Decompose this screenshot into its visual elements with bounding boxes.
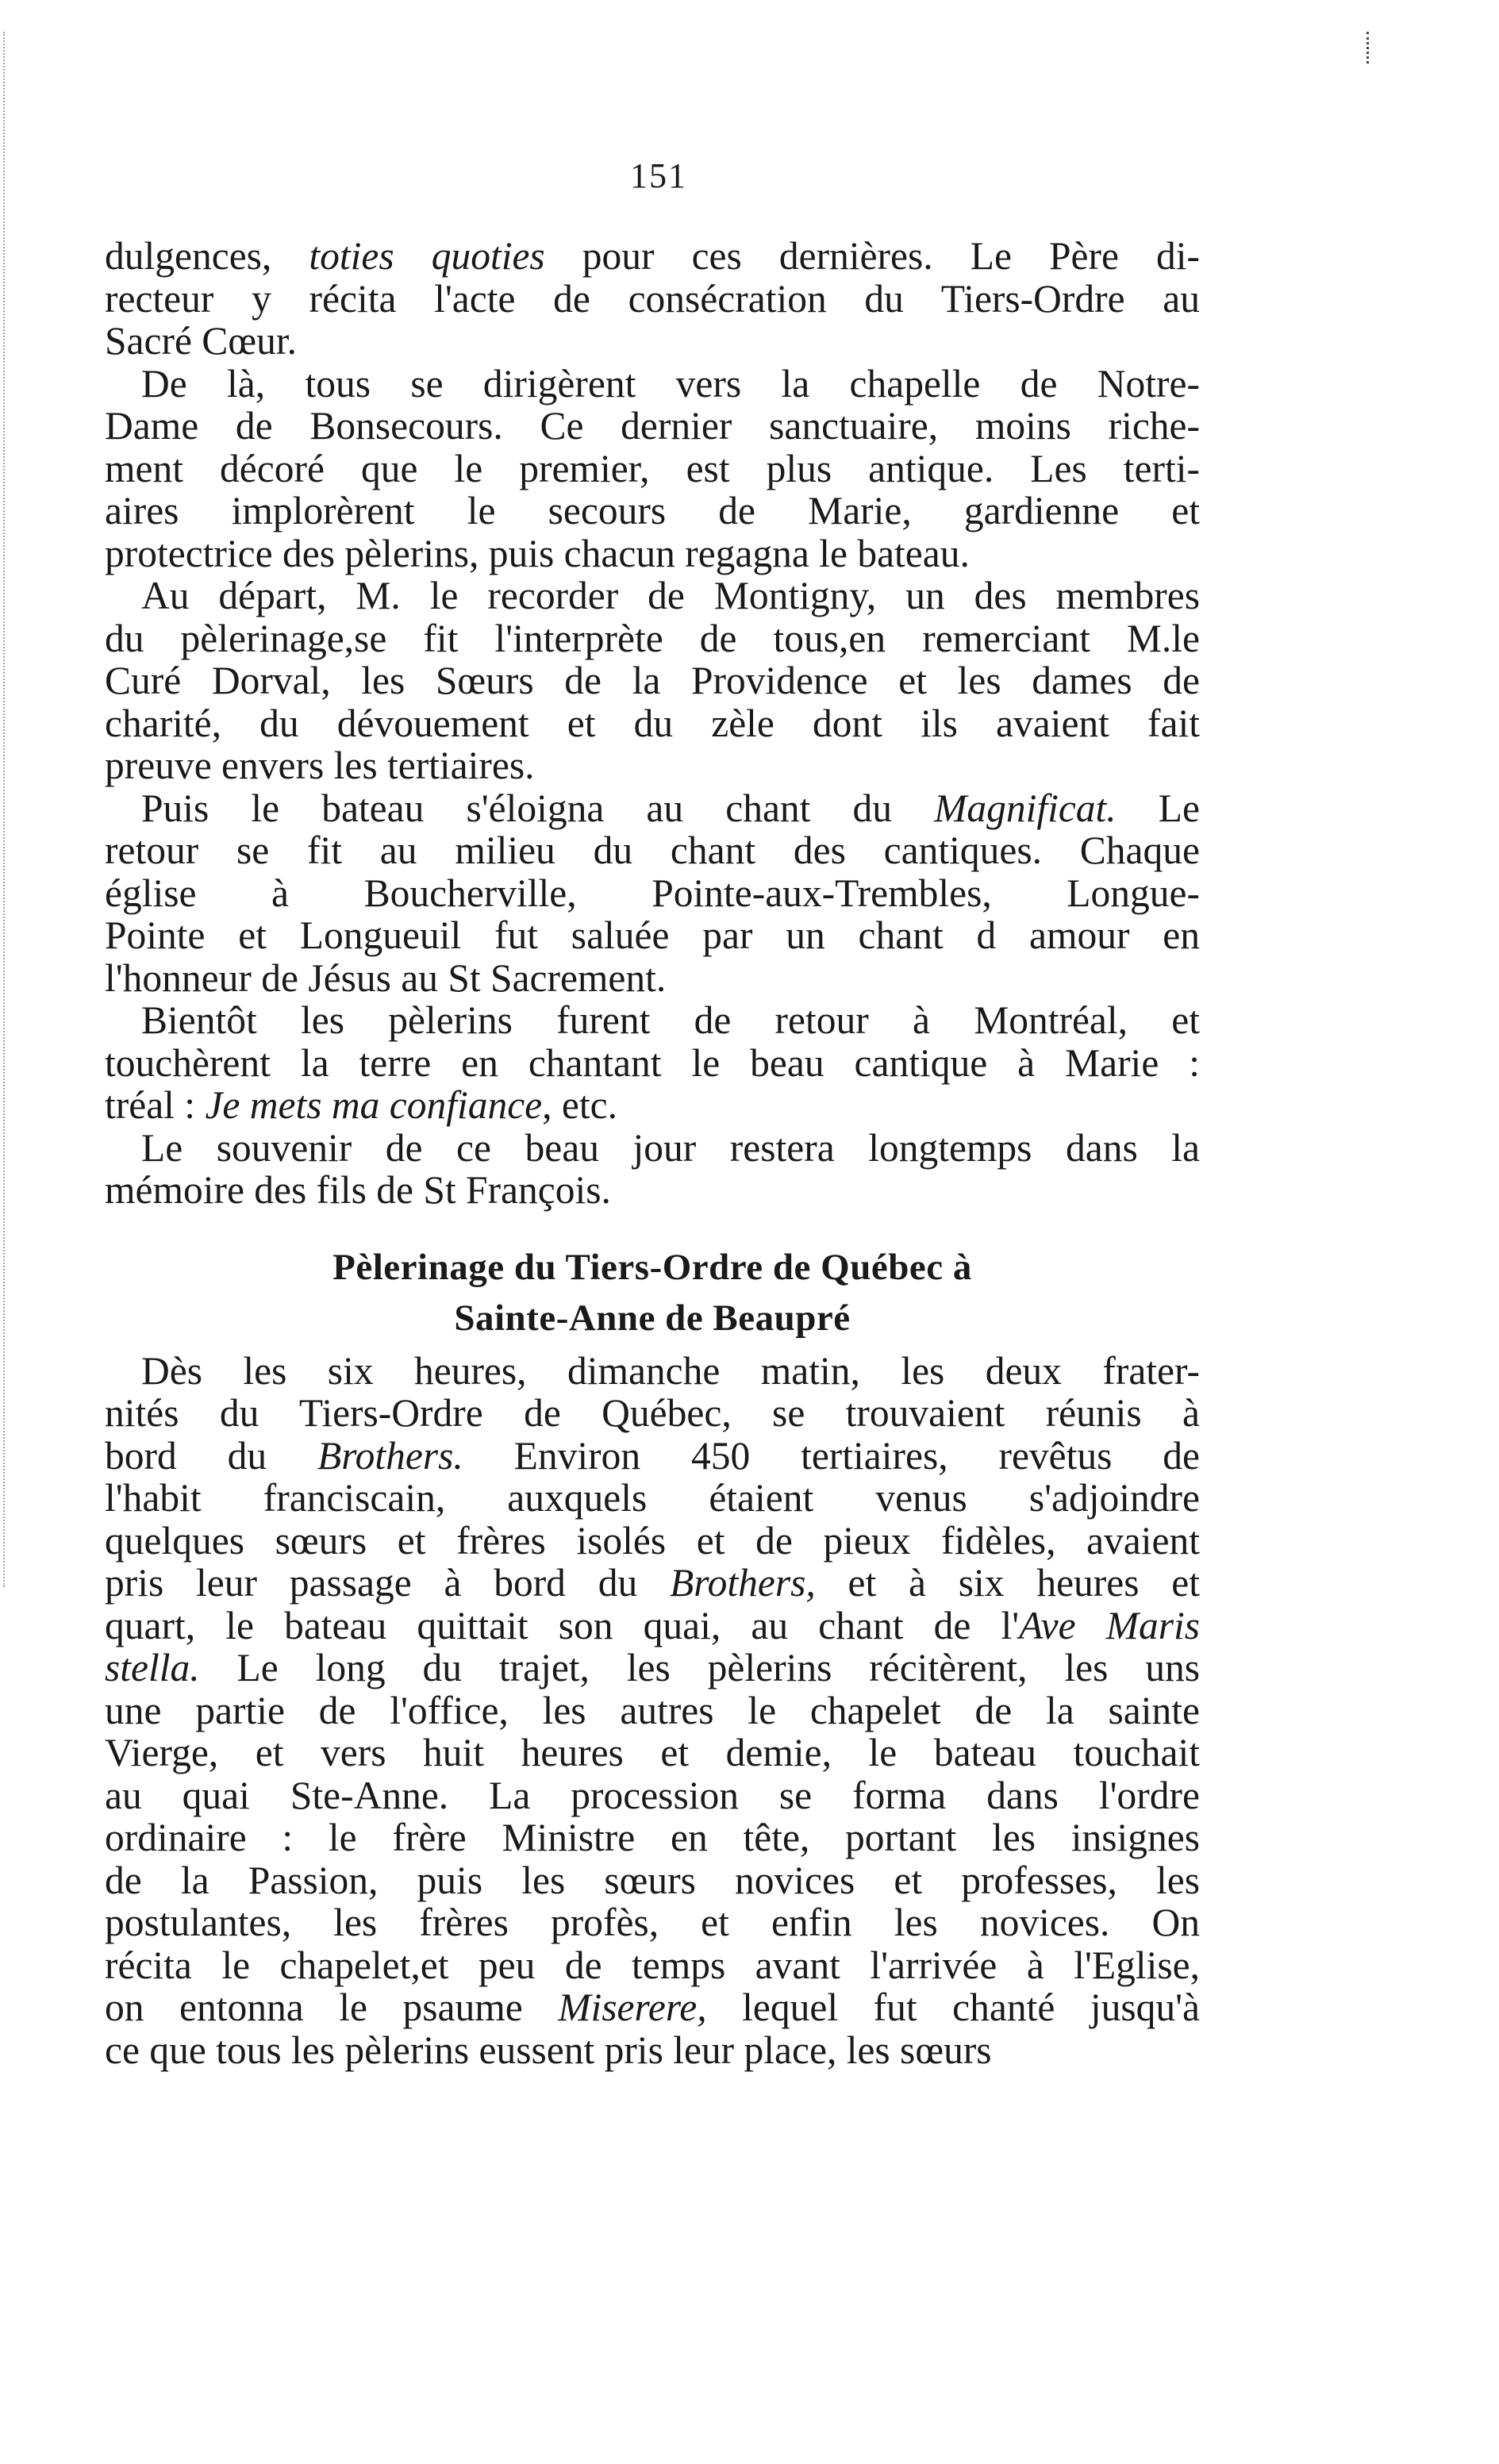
text-line: récita le chapelet,et peu de temps avant l'arrivée à l'Eglise, bbox=[105, 1943, 1200, 1987]
text-line: du pèlerinage,se fit l'interprète de tous,en remerciant M.le bbox=[105, 616, 1200, 660]
text-line: recteur y récita l'acte de consécration du Tiers-Ordre au bbox=[105, 276, 1200, 321]
italic-run: Je mets ma confiance bbox=[205, 1083, 543, 1127]
page-gutter-edge bbox=[3, 32, 16, 1587]
text-line: stella. Le long du trajet, les pèlerins récitèrent, les uns bbox=[105, 1646, 1200, 1689]
section-heading-line-2: Sainte-Anne de Beaupré bbox=[454, 1297, 851, 1339]
body-text bbox=[105, 235, 1200, 2071]
text-line: pris leur passage à bord du Brothers, et à six heures et bbox=[105, 1561, 1201, 1605]
text-line: ordinaire : le frère Ministre en tête, portant les insignes bbox=[105, 1816, 1200, 1859]
text-line: charité, du dévouement et du zèle dont ils avaient fait bbox=[105, 701, 1200, 745]
text-line: aires implorèrent le secours de Marie, gardienne et bbox=[105, 489, 1200, 532]
text-line: Sacré Cœur. bbox=[105, 319, 297, 363]
page-number: 151 bbox=[630, 156, 687, 195]
text-line: ment décoré que le premier, est plus antique. Les terti- bbox=[105, 446, 1200, 490]
italic-run: Miserere, bbox=[558, 1985, 707, 2029]
paragraph bbox=[105, 999, 1200, 1127]
text-line: bord du Brothers. Environ 450 tertiaires, revêtus de bbox=[105, 1433, 1200, 1478]
text-line: ce que tous les pèlerins eussent pris leur place, les sœurs bbox=[105, 2028, 992, 2072]
text-line: Vierge, et vers huit heures et demie, le bateau touchait bbox=[105, 1731, 1200, 1774]
text-line: église à Boucherville, Pointe-aux-Trembles, Longue- bbox=[105, 871, 1200, 915]
text-line: De là, tous se dirigèrent vers la chapelle de Notre- bbox=[141, 361, 1200, 406]
paragraph bbox=[105, 787, 1200, 1000]
text-line: de la Passion, puis les sœurs novices et professes, les bbox=[105, 1858, 1200, 1902]
text-line: Puis le bateau s'éloigna au chant du Magnificat. Le bbox=[141, 786, 1200, 830]
section-heading-line-1: Pèlerinage du Tiers-Ordre de Québec à bbox=[332, 1246, 972, 1288]
text-line: Dès les six heures, dimanche matin, les deux frater- bbox=[141, 1348, 1200, 1393]
text-line: Le souvenir de ce beau jour restera longtemps dans la bbox=[141, 1125, 1200, 1170]
text-line: dulgences, toties quoties pour ces dernières. Le Père di- bbox=[105, 234, 1201, 278]
text-line: tréal : Je mets ma confiance, etc. bbox=[105, 1083, 617, 1127]
text-line: l'habit franciscain, auxquels étaient venus s'adjoindre bbox=[105, 1476, 1200, 1520]
italic-run: stella. bbox=[105, 1646, 200, 1689]
paragraph bbox=[105, 1350, 1200, 2072]
text-line: l'honneur de Jésus au St Sacrement. bbox=[105, 955, 667, 1000]
text-line: quart, le bateau quittait son quai, au chant de l'Ave Maris bbox=[105, 1603, 1200, 1647]
text-line: on entonna le psaume Miserere, lequel fut chanté jusqu'à bbox=[105, 1985, 1200, 2029]
paragraph bbox=[105, 235, 1200, 363]
italic-run: toties quoties bbox=[309, 234, 545, 278]
text-line: au quai Ste-Anne. La procession se forma dans l'ordre bbox=[105, 1773, 1200, 1817]
text-line: Dame de Bonsecours. Ce dernier sanctuaire, moins riche- bbox=[105, 404, 1200, 448]
text-line: Pointe et Longueuil fut saluée par un chant d amour en bbox=[105, 913, 1200, 957]
italic-run: Brothers. bbox=[317, 1433, 463, 1478]
text-line: retour se fit au milieu du chant des cantiques. Chaque bbox=[105, 828, 1200, 872]
text-line: une partie de l'office, les autres le chapelet de la sainte bbox=[105, 1688, 1200, 1732]
text-line: preuve envers les tertiaires. bbox=[105, 744, 535, 787]
page-edge-mark bbox=[1366, 32, 1372, 63]
italic-run: Ave Maris bbox=[1019, 1603, 1200, 1647]
text-line: protectrice des pèlerins, puis chacun regagna le bateau. bbox=[105, 531, 970, 575]
text-line: mémoire des fils de St François. bbox=[105, 1168, 611, 1212]
italic-run: Magnificat. bbox=[934, 786, 1117, 830]
text-line: Bientôt les pèlerins furent de retour à Montréal, et bbox=[141, 998, 1200, 1042]
text-line: nités du Tiers-Ordre de Québec, se trouvaient réunis à bbox=[105, 1391, 1200, 1435]
italic-run: Brothers, bbox=[669, 1561, 816, 1605]
text-line: Au départ, M. le recorder de Montigny, un des membres bbox=[141, 574, 1200, 617]
paragraph bbox=[105, 575, 1200, 787]
text-line: Curé Dorval, les Sœurs de la Providence et les dames de bbox=[105, 659, 1200, 702]
text-line: touchèrent la terre en chantant le beau cantique à Marie : bbox=[105, 1040, 1200, 1085]
text-line: quelques sœurs et frères isolés et de pieux fidèles, avaient bbox=[105, 1518, 1200, 1563]
paragraph bbox=[105, 363, 1200, 575]
paragraph bbox=[105, 1127, 1200, 1212]
text-line: postulantes, les frères profès, et enfin les novices. On bbox=[105, 1901, 1200, 1944]
